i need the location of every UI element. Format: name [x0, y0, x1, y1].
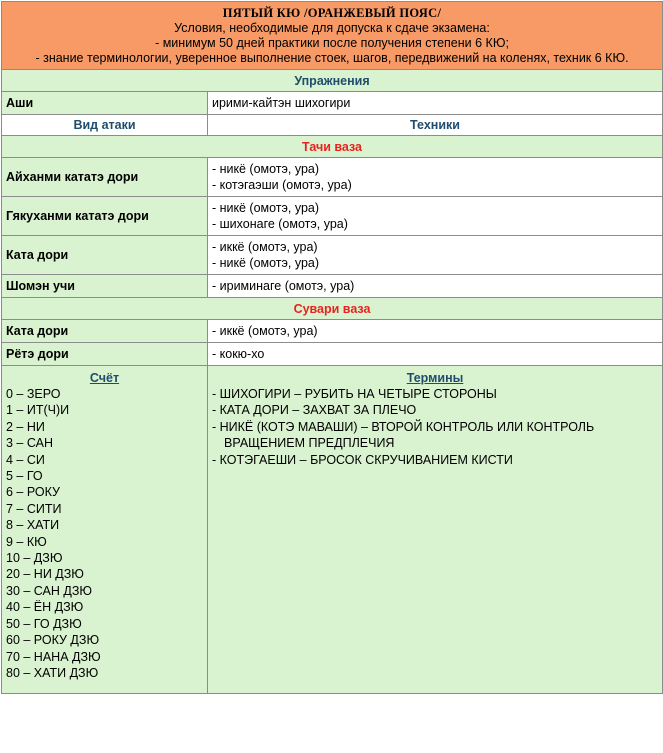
technique-cell	[208, 197, 663, 236]
technique-cell	[208, 320, 663, 343]
header-line-2: - минимум 50 дней практики после получения степени 6 КЮ;	[155, 36, 509, 50]
suwari-waza-heading: Сувари ваза	[2, 298, 663, 320]
tachi-waza-heading: Тачи ваза	[2, 136, 663, 158]
attack-cell: Рётэ дори	[2, 343, 208, 366]
list-item: 10 – ДЗЮ	[6, 551, 63, 566]
exercises-heading: Упражнения	[2, 70, 663, 92]
list-item: 60 – РОКУ ДЗЮ	[6, 633, 100, 648]
list-item: - КАТА ДОРИ – ЗАХВАТ ЗА ПЛЕЧО	[212, 403, 417, 418]
technique-cell	[208, 158, 663, 197]
list-item: 50 – ГО ДЗЮ	[6, 616, 82, 631]
exercise-value: ирими-кайтэн шихогири	[208, 92, 663, 115]
technique-cell	[208, 236, 663, 275]
attack-cell: Ката дори	[2, 236, 208, 275]
list-item: 5 – ГО	[6, 469, 43, 484]
table-row	[2, 343, 663, 366]
list-item: - ШИХОГИРИ – РУБИТЬ НА ЧЕТЫРЕ СТОРОНЫ	[212, 387, 497, 401]
technique-line: - никё (омотэ, ура)	[212, 256, 320, 270]
list-item: 1 – ИТ(Ч)И	[6, 403, 70, 418]
technique-line: - кокю-хо	[212, 347, 265, 361]
table-row	[2, 275, 663, 298]
technique-line: - иккё (омотэ, ура)	[212, 240, 318, 254]
technique-line: - ириминаге (омотэ, ура)	[212, 279, 355, 293]
header-line-1: Условия, необходимые для допуска к сдаче экзамена:	[174, 21, 490, 35]
column-head-attack: Вид атаки	[2, 115, 208, 136]
list-item: 0 – ЗЕРО	[6, 387, 61, 401]
technique-line: - иккё (омотэ, ура)	[212, 324, 318, 338]
attack-cell: Ката дори	[2, 320, 208, 343]
list-item: 8 – ХАТИ	[6, 518, 60, 533]
terms-cell	[208, 366, 663, 694]
terms-heading: Термины	[406, 371, 464, 385]
technique-line: - шихонаге (омотэ, ура)	[212, 217, 348, 231]
header-line-3: - знание терминологии, уверенное выполнение стоек, шагов, передвижений на коленях, техник 6 КЮ.	[35, 51, 629, 65]
list-item: 30 – САН ДЗЮ	[6, 583, 93, 598]
table-row	[2, 320, 663, 343]
list-item: 20 – НИ ДЗЮ	[6, 567, 84, 582]
table-row	[2, 197, 663, 236]
list-item: 70 – НАНА ДЗЮ	[6, 649, 101, 664]
column-head-techniques: Техники	[208, 115, 663, 136]
list-item: 6 – РОКУ	[6, 485, 60, 500]
list-item: 2 – НИ	[6, 419, 45, 434]
list-item: 9 – КЮ	[6, 534, 47, 549]
list-item: - НИКЁ (КОТЭ МАВАШИ) – ВТОРОЙ КОНТРОЛЬ ИЛИ КОНТРОЛЬ ВРАЩЕНИЕМ ПРЕДПЛЕЧИЯ	[212, 419, 595, 451]
table-row	[2, 236, 663, 275]
attack-cell: Шомэн учи	[2, 275, 208, 298]
exercise-label: Аши	[2, 92, 208, 115]
list-item: 7 – СИТИ	[6, 501, 62, 516]
technique-line: - никё (омотэ, ура)	[212, 201, 320, 215]
attack-cell: Айханми кататэ дори	[2, 158, 208, 197]
table-row	[2, 158, 663, 197]
technique-line: - никё (омотэ, ура)	[212, 162, 320, 176]
technique-cell	[208, 275, 663, 298]
technique-line: - котэгаэши (омотэ, ура)	[212, 178, 352, 192]
technique-cell	[208, 343, 663, 366]
list-item: 40 – ЁН ДЗЮ	[6, 600, 84, 615]
count-heading: Счёт	[89, 371, 120, 385]
list-item: 4 – СИ	[6, 452, 45, 467]
page-title: ПЯТЫЙ КЮ /ОРАНЖЕВЫЙ ПОЯС/	[222, 6, 442, 20]
list-item: 3 – САН	[6, 436, 53, 451]
kyu-table	[1, 1, 663, 694]
count-cell	[2, 366, 208, 694]
list-item: - КОТЭГАЕШИ – БРОСОК СКРУЧИВАНИЕМ КИСТИ	[212, 452, 513, 467]
attack-cell: Гякуханми кататэ дори	[2, 197, 208, 236]
header-cell	[2, 2, 663, 70]
list-item: 80 – ХАТИ ДЗЮ	[6, 665, 99, 680]
